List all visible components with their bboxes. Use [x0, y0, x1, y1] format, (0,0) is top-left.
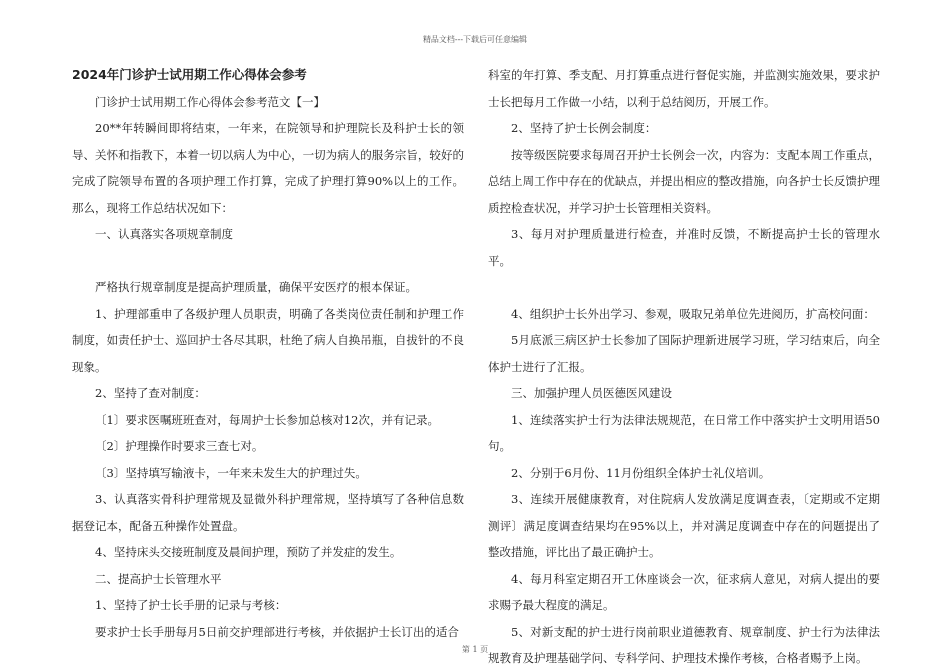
paragraph: 4、坚持床头交接班制度及晨间护理，预防了并发症的发生。 — [95, 545, 402, 559]
paragraph: 〔1〕要求医嘱班班查对，每周护士长参加总核对12次，并有记录。 — [95, 412, 439, 427]
paragraph: 门诊护士试用期工作心得体会参考范文【一】 — [95, 94, 325, 109]
paragraph: 2、坚持了查对制度： — [95, 386, 206, 400]
blank-line — [72, 248, 464, 275]
paragraph: 3、认真落实骨科护理常规及显微外科护理常规，坚持填写了各种信息数据登记本，配备五种操作处置盘。 — [72, 492, 464, 533]
paragraph: 4、组织护士长外出学习、参观，吸取兄弟单位先进阅历，扩高校问面： — [511, 306, 875, 321]
page-number: 第 1 页 — [461, 645, 489, 654]
paragraph: 严格执行规章制度是提高护理质量，确保平安医疗的根本保证。 — [95, 280, 417, 294]
right-text-column — [488, 62, 880, 672]
document-title: 2024年门诊护士试用期工作心得体会参考 — [72, 67, 307, 82]
paragraph: 按等级医院要求每周召开护士长例会一次，内容为：支配本周工作重点，总结上周工作中存在的优缺点，并提出相应的整改措施，向各护士长反馈护理质控检查状况，并学习护士长管理相关资料。 — [488, 147, 880, 215]
paragraph: 科室的年打算、季支配、月打算重点进行督促实施，并监测实施效果，要求护士长把每月工作做一小结，以利于总结阅历，开展工作。 — [488, 68, 880, 109]
page-header-note: 精品文档---下载后可任意编辑 — [422, 35, 528, 44]
paragraph: 2、分别于6月份、11月份组织全体护士礼仪培训。 — [511, 465, 771, 480]
paragraph: 3、连续开展健康教育，对住院病人发放满足度调查表，〔定期或不定期测评〕满足度调查结果均在95%以上，并对满足度调查中存在的问题提出了整改措施，评比出了最正确护士。 — [488, 492, 880, 559]
paragraph: 3、每月对护理质量进行检查，并准时反馈，不断提高护士长的管理水平。 — [488, 227, 880, 268]
blank-line — [488, 274, 880, 301]
paragraph: 1、连续落实护士行为法律法规规范，在日常工作中落实护士文明用语50句。 — [488, 412, 880, 453]
paragraph: 〔3〕坚持填写输液卡，一年来未发生大的护理过失。 — [95, 465, 367, 480]
section-heading: 二、提高护士长管理水平 — [95, 571, 222, 586]
paragraph: 20**年转瞬间即将结束，一年来，在院领导和护理院长及科护士长的领导、关怀和指教下，本着一切以病人为中心，一切为病人的服务宗旨，较好的完成了院领导布置的各项护理工作打算，完成了护理打算90%以上的工作。那么，现将工作总结状况如下： — [72, 121, 464, 215]
paragraph: 1、护理部重申了各级护理人员职责，明确了各类岗位责任制和护理工作制度，如责任护士、巡回护士各尽其职，杜绝了病人自换吊瓶，自拔针的不良现象。 — [72, 306, 464, 374]
section-heading: 三、加强护理人员医德医风建设 — [511, 386, 672, 400]
paragraph: 1、坚持了护士长手册的记录与考核： — [95, 598, 287, 612]
left-text-column — [72, 62, 464, 645]
section-heading: 一、认真落实各项规章制度 — [95, 227, 233, 241]
paragraph: 2、坚持了护士长例会制度： — [511, 121, 657, 135]
paragraph: 5月底派三病区护士长参加了国际护理新进展学习班，学习结束后，向全体护士进行了汇报。 — [488, 333, 880, 374]
paragraph: 〔2〕护理操作时要求三查七对。 — [95, 439, 264, 453]
paragraph: 要求护士长手册每月5日前交护理部进行考核，并依据护士长订出的适合 — [95, 624, 459, 639]
paragraph: 5、对新支配的护士进行岗前职业道德教育、规章制度、护士行为法律法规教育及护理基础学问、专科学问、护理技术操作考核，合格者赐予上岗。 — [488, 624, 880, 665]
paragraph: 4、每月科室定期召开工休座谈会一次，征求病人意见，对病人提出的要求赐予最大程度的满足。 — [488, 571, 880, 612]
